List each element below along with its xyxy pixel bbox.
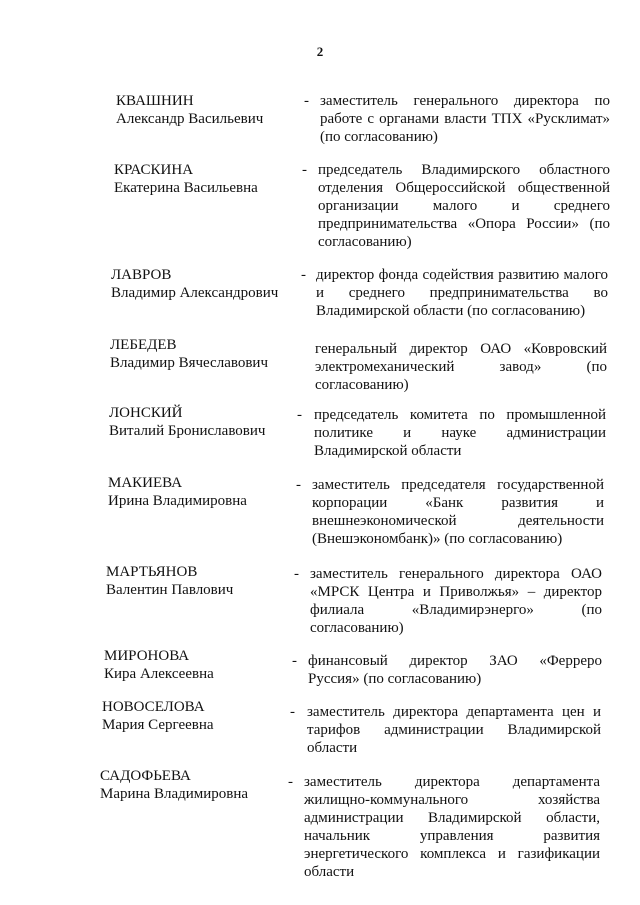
- dash-separator: -: [294, 566, 299, 582]
- person-surname: КРАСКИНА: [114, 162, 194, 178]
- position-description: директор фонда содействия развитию малого и среднего предпринимательства во Владимирской области (по согласованию): [316, 267, 608, 319]
- person-name: [110, 336, 268, 372]
- person-surname: ЛЕБЕДЕВ: [110, 337, 177, 353]
- position-description: генеральный директор ОАО «Ковровский электромеханический завод» (по согласованию): [315, 341, 607, 393]
- position-description: председатель комитета по промышленной политике и науке администрации Владимирской области: [314, 407, 606, 459]
- position-description: финансовый директор ЗАО «Ферреро Руссия» (по согласованию): [308, 653, 602, 687]
- person-given-name: Мария Сергеевна: [102, 717, 214, 733]
- position-description: заместитель генерального директора по работе с органами власти ТПХ «Русклимат» (по согласованию): [320, 93, 610, 145]
- person-given-name: Марина Владимировна: [100, 786, 249, 802]
- person-name: [116, 92, 263, 128]
- person-name: [114, 161, 258, 197]
- position-description: заместитель директора департамента цен и тарифов администрации Владимирской области: [307, 704, 601, 756]
- person-name: [104, 647, 214, 683]
- person-surname: МАРТЬЯНОВ: [106, 564, 198, 580]
- person-given-name: Владимир Вячеславович: [110, 355, 268, 371]
- dash-separator: -: [288, 774, 293, 790]
- person-name: [106, 563, 233, 599]
- person-surname: ЛАВРОВ: [111, 267, 172, 283]
- person-name: [108, 474, 247, 510]
- position-description: председатель Владимирского областного отделения Общероссийской общественной организации малого и среднего предпринимательства «Опора России» (по согласованию): [318, 162, 610, 250]
- person-given-name: Владимир Александрович: [111, 285, 279, 301]
- person-name: [102, 698, 214, 734]
- dash-separator: -: [292, 653, 297, 669]
- person-surname: МАКИЕВА: [108, 475, 183, 491]
- position-description: заместитель генерального директора ОАО «МРСК Центра и Приволжья» – директор филиала «Владимирэнерго» (по согласованию): [310, 566, 602, 636]
- page-number: 2: [316, 44, 324, 59]
- dash-separator: -: [304, 93, 309, 109]
- person-name: [100, 767, 248, 803]
- position-description: заместитель председателя государственной корпорации «Банк развития и внешнеэкономической деятельности (Внешэкономбанк)» (по согласованию): [312, 477, 604, 547]
- person-surname: САДОФЬЕВА: [100, 768, 191, 784]
- person-given-name: Виталий Брониславович: [109, 423, 266, 439]
- person-name: [109, 404, 265, 440]
- person-given-name: Кира Алексеевна: [104, 666, 214, 682]
- person-surname: НОВОСЕЛОВА: [102, 699, 205, 715]
- person-surname: КВАШНИН: [116, 93, 194, 109]
- dash-separator: -: [296, 477, 301, 493]
- dash-separator: -: [302, 162, 307, 178]
- person-given-name: Валентин Павлович: [106, 582, 234, 598]
- dash-separator: -: [290, 704, 295, 720]
- person-surname: МИРОНОВА: [104, 648, 190, 664]
- dash-separator: -: [297, 407, 302, 423]
- person-given-name: Екатерина Васильевна: [114, 180, 258, 196]
- person-surname: ЛОНСКИЙ: [109, 405, 183, 421]
- person-given-name: Александр Васильевич: [116, 111, 264, 127]
- person-given-name: Ирина Владимировна: [108, 493, 247, 509]
- position-description: заместитель директора департамента жилищно-коммунального хозяйства администрации Владимирской области, начальник управления развития энергетического комплекса и газификации области: [304, 774, 600, 880]
- person-name: [111, 266, 278, 302]
- dash-separator: -: [301, 267, 306, 283]
